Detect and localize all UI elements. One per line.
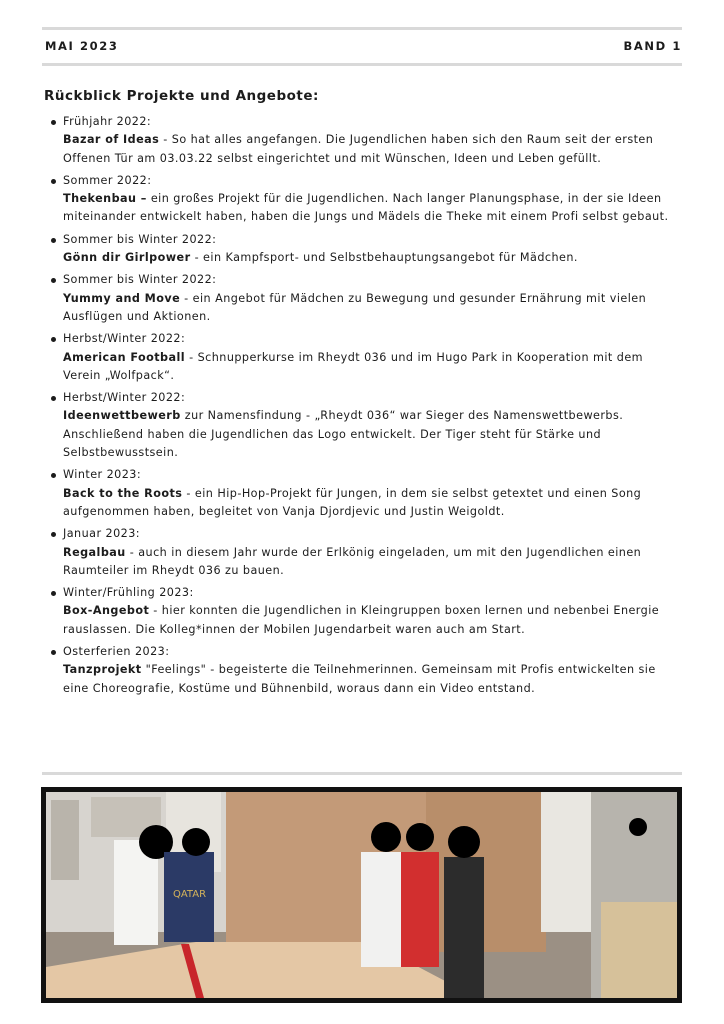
- bullet-icon: [51, 337, 56, 342]
- project-description: [63, 661, 684, 698]
- project-title: Bazar of Ideas: [63, 133, 160, 147]
- project-period: Winter/Frühling 2023:: [63, 586, 194, 600]
- project-description: [63, 349, 684, 386]
- project-text: - So hat alles angefangen. Die Jugendlichen haben sich den Raum seit der ersten Offenen Tür am 03.03.22 selbst eingerichtet und mit Wünschen, Ideen und Leben gefüllt.: [63, 133, 654, 165]
- project-description: [63, 602, 684, 639]
- project-text: ein großes Projekt für die Jugendlichen. Nach langer Planungsphase, in der sie Ideen miteinander entwickelt haben, haben die Jungs und Mädels die Theke mit einem Profi selbst gebaut.: [63, 192, 669, 224]
- project-text: - auch in diesem Jahr wurde der Erlkönig eingeladen, um mit den Jugendlichen einen Raumteiler im Rheydt 036 zu bauen.: [63, 545, 642, 577]
- bullet-icon: [51, 238, 56, 243]
- project-description: [63, 190, 684, 227]
- project-title: Thekenbau –: [63, 192, 147, 206]
- jersey-text: QATAR: [173, 889, 207, 900]
- bullet-icon: [51, 179, 56, 184]
- project-description: [63, 249, 684, 267]
- bullet-icon: [51, 650, 56, 655]
- project-period: Herbst/Winter 2022:: [63, 332, 186, 346]
- project-description: [63, 407, 684, 462]
- project-period: Winter 2023:: [63, 468, 142, 482]
- project-title: American Football: [63, 350, 186, 364]
- bullet-icon: [51, 532, 56, 537]
- project-title: Gönn dir Girlpower: [63, 251, 191, 265]
- project-title: Tanzprojekt: [63, 663, 142, 677]
- bullet-icon: [51, 120, 56, 125]
- project-text: - hier konnten die Jugendlichen in Kleingruppen boxen lernen und nebenbei Energie rauslassen. Die Kolleg*innen der Mobilen Jugendarbeit waren auch am Start.: [63, 604, 660, 636]
- project-list: [44, 113, 684, 702]
- bullet-icon: [51, 591, 56, 596]
- project-text: - ein Hip-Hop-Projekt für Jungen, in dem sie selbst getextet und einen Song aufgenommen haben, begleitet von Vanja Djordjevic und Justin Weigoldt.: [63, 486, 642, 518]
- bullet-icon: [51, 473, 56, 478]
- project-title: Regalbau: [63, 545, 126, 559]
- project-item: [44, 113, 684, 168]
- project-period: Osterferien 2023:: [63, 645, 170, 659]
- bullet-icon: [51, 278, 56, 283]
- project-title: Yummy and Move: [63, 291, 181, 305]
- project-text: "Feelings" - begeisterte die Teilnehmerinnen. Gemeinsam mit Profis entwickelten sie eine Choreografie, Kostüme und Bühnenbild, woraus dann ein Video entstand.: [63, 663, 656, 695]
- header-bottom-rule: [42, 63, 682, 66]
- header-top-rule: [42, 27, 682, 30]
- workshop-photo: [41, 787, 682, 1003]
- project-period: Herbst/Winter 2022:: [63, 391, 186, 405]
- project-item: [44, 172, 684, 227]
- project-item: [44, 466, 684, 521]
- project-item: [44, 389, 684, 462]
- project-text: - ein Kampfsport- und Selbstbehauptungsangebot für Mädchen.: [190, 251, 578, 265]
- project-period: Januar 2023:: [63, 527, 140, 541]
- header-band: BAND 1: [623, 39, 682, 53]
- project-description: [63, 131, 684, 168]
- project-item: [44, 231, 684, 268]
- project-text: zur Namensfindung - „Rheydt 036“ war Sieger des Namenswettbewerbs. Anschließend haben die Jugendlichen das Logo entwickelt. Der Tiger steht für Stärke und Selbstbewusstsein.: [63, 409, 624, 460]
- workshop-photo-illustration: [46, 792, 677, 998]
- project-title: Ideenwettbewerb: [63, 409, 181, 423]
- project-item: [44, 584, 684, 639]
- list-bottom-rule: [42, 772, 682, 775]
- project-item: [44, 643, 684, 698]
- project-period: Frühjahr 2022:: [63, 115, 152, 128]
- project-period: Sommer bis Winter 2022:: [63, 232, 217, 246]
- project-period: Sommer 2022:: [63, 173, 152, 187]
- page-header: [45, 38, 682, 54]
- project-item: [44, 271, 684, 326]
- bullet-icon: [51, 396, 56, 401]
- project-period: Sommer bis Winter 2022:: [63, 273, 217, 287]
- project-text: - Schnupperkurse im Rheydt 036 und im Hugo Park in Kooperation mit dem Verein „Wolfpack“.: [63, 350, 643, 382]
- project-text: - ein Angebot für Mädchen zu Bewegung und gesunder Ernährung mit vielen Ausflügen und Aktionen.: [63, 291, 647, 323]
- project-description: [63, 290, 684, 327]
- header-date: MAI 2023: [45, 39, 119, 53]
- project-item: [44, 330, 684, 385]
- project-title: Box-Angebot: [63, 604, 150, 618]
- project-description: [63, 485, 684, 522]
- section-title: Rückblick Projekte und Angebote:: [44, 88, 319, 104]
- project-item: [44, 525, 684, 580]
- project-description: [63, 544, 684, 581]
- project-title: Back to the Roots: [63, 486, 183, 500]
